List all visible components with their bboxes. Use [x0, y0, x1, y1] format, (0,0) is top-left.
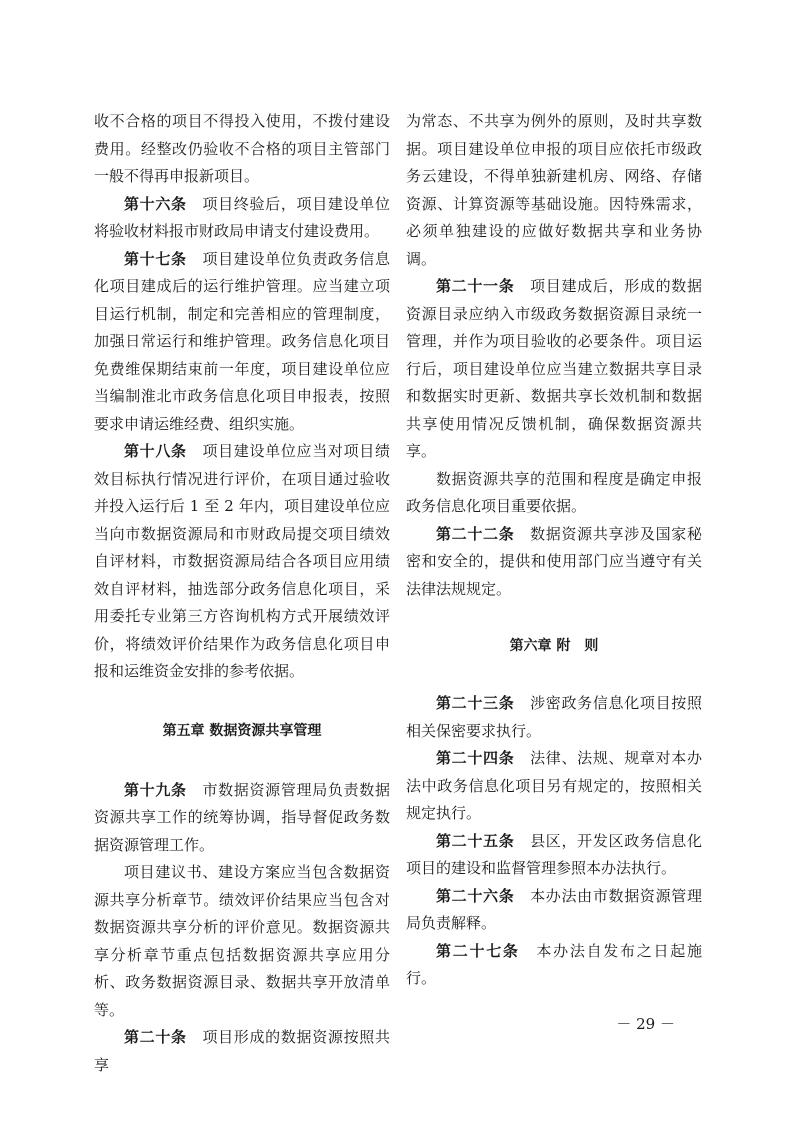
article-17 [94, 246, 390, 439]
article-24-label: 第二十四条 [436, 749, 515, 767]
article-21-label: 第二十一条 [436, 277, 515, 295]
article-17-text: 项目建设单位负责政务信息化项目建成后的运行维护管理。应当建立项目运行机制，制定和完善相应的管理制度，加强日常运行和维护管理。政务信息化项目免费维保期结束前一年度，项目建设单位应当编制淮北市政务信息化项目申报表，按照要求申请运维经费、组织实施。 [94, 249, 390, 433]
article-26-text: 本办法由市数据资源管理局负责解释。 [406, 886, 702, 932]
article-20-label: 第二十条 [124, 1028, 187, 1046]
article-18-label: 第十八条 [124, 442, 187, 460]
chapter-5-heading: 第五章 数据资源共享管理 [162, 722, 322, 739]
spacer [406, 603, 702, 633]
article-23-text: 涉密政务信息化项目按照相关保密要求执行。 [406, 694, 702, 740]
paragraph-plan: 项目建议书、建设方案应当包含数据资源共享分析章节。绩效评价结果应当包含对数据资源共享分析的评价意见。数据资源共享分析章节重点包括数据资源共享应用分析、政务数据资源目录、数据共享开放清单等。 [94, 863, 390, 1019]
paragraph-continued: 收不合格的项目不得投入使用，不拨付建设费用。经整改仍验收不合格的项目主管部门一般不得再申报新项目。 [94, 112, 390, 185]
article-19-text: 市数据资源管理局负责数据资源共享工作的统筹协调，指导督促政务数据资源管理工作。 [94, 780, 390, 854]
article-24-text: 法律、法规、规章对本办法中政务信息化项目另有规定的，按照相关规定执行。 [406, 749, 702, 822]
article-16 [94, 191, 390, 246]
article-25-label: 第二十五条 [436, 831, 515, 850]
article-23-label: 第二十三条 [436, 694, 515, 712]
article-18 [94, 438, 390, 686]
spacer [94, 686, 390, 718]
paragraph-continued: 为常态、不共享为例外的原则，及时共享数据。项目建设单位申报的项目应依托市级政务云建设，不得单独新建机房、网络、存储资源、计算资源等基础设施。因特殊需求，必须单独建设的应做好数据共享和业务协调。 [406, 112, 702, 268]
article-22-label: 第二十二条 [436, 524, 515, 543]
spacer [406, 660, 702, 690]
article-19-label: 第十九条 [124, 780, 187, 799]
right-column [406, 108, 702, 993]
spacer [94, 745, 390, 777]
left-column [94, 108, 390, 1079]
article-27 [406, 938, 702, 993]
article-26 [406, 883, 702, 938]
article-22-text: 数据资源共享涉及国家秘密和安全的，提供和使用部门应当遵守有关法律法规规定。 [406, 524, 702, 598]
article-22 [406, 521, 702, 604]
article-17-label: 第十七条 [124, 249, 187, 268]
page-number: － 29 － [616, 1015, 675, 1033]
article-26-label: 第二十六条 [436, 886, 515, 905]
paragraph-scope: 数据资源共享的范围和程度是确定申报政务信息化项目重要依据。 [406, 469, 702, 515]
chapter-6-heading: 第六章 附 则 [509, 638, 599, 654]
article-23 [406, 690, 702, 745]
article-25 [406, 828, 702, 883]
article-27-label: 第二十七条 [436, 941, 520, 960]
article-16-label: 第十六条 [124, 194, 187, 213]
article-21 [406, 273, 702, 466]
article-16-text: 项目终验后，项目建设单位将验收材料报市财政局申请支付建设费用。 [94, 194, 390, 240]
article-21-text: 项目建成后，形成的数据资源目录应纳入市级政务数据资源目录统一管理，并作为项目验收的必要条件。项目运行后，项目建设单位应当建立数据共享目录和数据实时更新、数据共享长效机制和数据共享使用情况反馈机制，确保数据资源共享。 [406, 277, 702, 460]
article-18-text: 项目建设单位应当对项目绩效目标执行情况进行评价，在项目通过验收并投入运行后 1 至 2 年内，项目建设单位应当向市数据资源局和市财政局提交项目绩效自评材料，市数据资源局结合各项目应用绩效自评材料，抽选部分政务信息化项目，采用委托专业第三方咨询机构方式开展绩效评价，将绩效评价结果作为政务信息化项目申报和运维资金安排的参考依据。 [94, 442, 390, 680]
article-20 [94, 1024, 390, 1079]
article-27-text: 本办法自发布之日起施行。 [406, 941, 702, 987]
article-20-text: 项目形成的数据资源按照共享 [94, 1028, 390, 1074]
article-25-text: 县区，开发区政务信息化项目的建设和监督管理参照本办法执行。 [406, 831, 702, 877]
article-19 [94, 777, 390, 860]
article-24 [406, 745, 702, 828]
